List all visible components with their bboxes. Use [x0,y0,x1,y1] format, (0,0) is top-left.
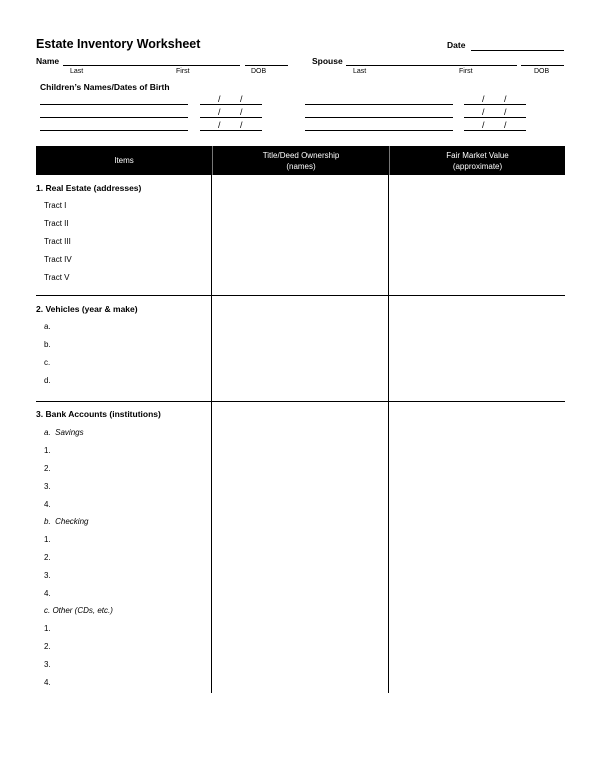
spouse-last-caption: Last [353,68,367,75]
savings-prefix: a. [44,428,51,437]
table-header [36,146,565,175]
dob-slash: / [218,94,221,104]
list-item: c. [44,358,51,367]
list-item: Tract V [44,273,70,282]
list-item: 1. [44,535,51,544]
spouse-first-caption: First [459,68,473,75]
child-dob-field[interactable] [200,104,262,105]
dob-slash: / [482,107,485,117]
list-item: 2. [44,553,51,562]
col-value-label: Fair Market Value [446,150,509,160]
list-item: b. [44,340,51,349]
real-estate-heading: 1. Real Estate (addresses) [36,183,142,193]
section-divider [36,401,565,402]
name-dob-caption: DOB [251,68,267,75]
dob-slash: / [482,94,485,104]
list-item: Tract III [44,237,71,246]
col-value-header [390,146,565,175]
dob-slash: / [218,120,221,130]
col-title-label: Title/Deed Ownership [262,150,340,160]
spouse-field[interactable] [346,65,517,66]
name-first-caption: First [176,68,190,75]
name-dob-field[interactable] [245,65,288,66]
dob-slash: / [504,107,507,117]
child-name-field[interactable] [40,117,188,118]
checking-subheading [44,517,88,526]
column-divider [211,175,212,693]
child-name-field[interactable] [305,117,453,118]
list-item: a. [44,322,51,331]
savings-label: Savings [55,428,84,437]
list-item: 3. [44,660,51,669]
child-name-field[interactable] [40,130,188,131]
spouse-dob-field[interactable] [521,65,564,66]
list-item: 1. [44,624,51,633]
date-field[interactable] [471,50,564,51]
list-item: 4. [44,678,51,687]
col-title-sublabel: (names) [286,161,316,171]
col-title-header [213,146,389,175]
spouse-dob-caption: DOB [534,68,550,75]
section-divider [36,295,565,296]
child-dob-field[interactable] [464,104,526,105]
dob-slash: / [240,94,243,104]
dob-slash: / [240,120,243,130]
col-items-header [36,146,212,175]
list-item: 3. [44,571,51,580]
child-dob-field[interactable] [200,117,262,118]
savings-subheading [44,428,84,437]
list-item: 1. [44,446,51,455]
other-subheading: c. Other (CDs, etc.) [44,606,113,615]
date-label: Date [447,40,466,50]
col-items-label: Items [114,156,134,165]
list-item: 3. [44,482,51,491]
col-value-sublabel: (approximate) [452,161,503,171]
dob-slash: / [218,107,221,117]
children-label: Children’s Names/Dates of Birth [40,82,170,92]
page-title: Estate Inventory Worksheet [36,37,201,51]
child-name-field[interactable] [305,104,453,105]
list-item: Tract I [44,201,67,210]
child-name-field[interactable] [40,104,188,105]
name-field[interactable] [63,65,240,66]
dob-slash: / [240,107,243,117]
child-dob-field[interactable] [200,130,262,131]
list-item: Tract IV [44,255,72,264]
dob-slash: / [482,120,485,130]
list-item: 2. [44,642,51,651]
child-dob-field[interactable] [464,117,526,118]
dob-slash: / [504,94,507,104]
list-item: d. [44,376,51,385]
list-item: 4. [44,589,51,598]
list-item: Tract II [44,219,69,228]
dob-slash: / [504,120,507,130]
bank-accounts-heading: 3. Bank Accounts (institutions) [36,409,161,419]
vehicles-heading: 2. Vehicles (year & make) [36,304,138,314]
checking-prefix: b. [44,517,51,526]
checking-label: Checking [55,517,89,526]
list-item: 4. [44,500,51,509]
child-dob-field[interactable] [464,130,526,131]
name-last-caption: Last [70,68,84,75]
name-label: Name [36,56,60,66]
list-item: 2. [44,464,51,473]
spouse-label: Spouse [312,56,343,66]
column-divider [388,175,389,693]
child-name-field[interactable] [305,130,453,131]
